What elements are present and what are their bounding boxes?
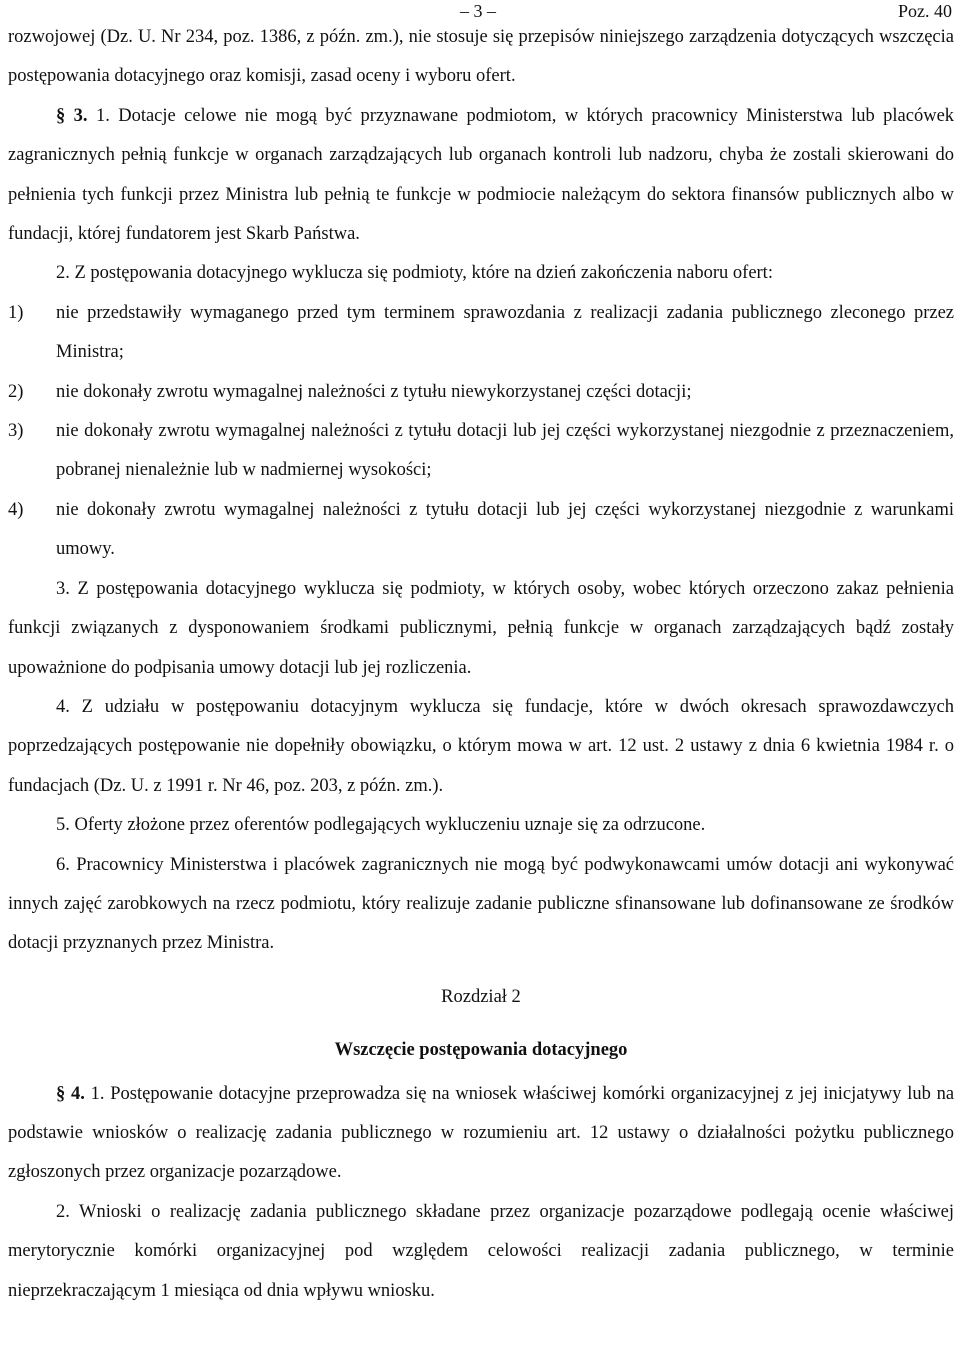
position-reference: Poz. 40 (898, 1, 952, 21)
list-item-text: nie dokonały zwrotu wymagalnej należności z tytułu dotacji lub jej części wykorzystanej niezgodnie z warunkami umowy. (56, 499, 954, 560)
section-3-label: § 3. (56, 105, 88, 126)
list-item-number: 1) (8, 302, 24, 323)
list-item-number: 3) (8, 421, 24, 442)
section-4-p1-text: Postępowanie dotacyjne przeprowadza się na wniosek właściwej komórki organizacyjnej z jej inicjatywy lub na podstawie wniosków o realizację zadania publicznego w rozumieniu art. 12 ustawy o działalności pożytku publicznego zgłoszonych przez organizacje pozarządowe. (8, 1083, 955, 1183)
section-3-paragraph-6: 6. Pracownicy Ministerstwa i placówek zagranicznych nie mogą być podwykonawcami umów dotacji ani wykonywać innych zajęć zarobkowych na rzecz podmiotu, który realizuje zadanie publiczne sfinansowane lub dofinansowane ze środków dotacji przyznanych przez Ministra. (8, 854, 954, 954)
list-item (8, 412, 954, 491)
list-item-text: nie dokonały zwrotu wymagalnej należności z tytułu niewykorzystanej części dotacji; (56, 381, 692, 402)
list-item (8, 294, 954, 373)
section-4-paragraph-1 (8, 1075, 954, 1193)
list-item-number: 2) (8, 381, 24, 402)
section-3-paragraph-1 (8, 97, 954, 255)
list-item-text: nie przedstawiły wymaganego przed tym terminem sprawozdania z realizacji zadania publicznego zleconego przez Ministra; (56, 302, 954, 363)
list-item (8, 373, 954, 412)
section-4-paragraph-2: 2. Wnioski o realizację zadania publicznego składane przez organizacje pozarządowe podlegają ocenie właściwej merytorycznie komórki organizacyjnej pod względem celowości realizacji zadania publicznego, w terminie nieprzekraczającym 1 miesiąca od dnia wpływu wniosku. (8, 1201, 954, 1301)
section-3-p1-text: Dotacje celowe nie mogą być przyznawane podmiotom, w których pracownicy Ministerstwa lub placówek zagranicznych pełnią funkcje w organach zarządzających lub organach kontroli lub nadzoru, chyba że zostali skierowani do pełnienia tych funkcji przez Ministra lub pełnią te funkcje w podmiocie należącym do sektora finansów publicznych albo w fundacji, której fundatorem jest Skarb Państwa. (8, 105, 955, 245)
document-body (8, 18, 954, 1311)
continuation-paragraph: rozwojowej (Dz. U. Nr 234, poz. 1386, z późn. zm.), nie stosuje się przepisów niniejszego zarządzenia dotyczących wszczęcia postępowania dotacyjnego oraz komisji, zasad oceny i wyboru ofert. (8, 27, 954, 87)
section-3-p1-number: 1. (95, 105, 110, 126)
section-3-paragraph-4: 4. Z udziału w postępowaniu dotacyjnym wyklucza się fundacje, które w dwóch okresach sprawozdawczych poprzedzających postępowanie nie dopełniły obowiązku, o którym mowa w art. 12 ust. 2 ustawy z dnia 6 kwietnia 1984 r. o fundacjach (Dz. U. z 1991 r. Nr 46, poz. 203, z późn. zm.). (8, 696, 954, 796)
list-item (8, 491, 954, 570)
section-4-label: § 4. (56, 1083, 85, 1104)
list-item-number: 4) (8, 499, 24, 520)
chapter-title: Wszczęcie postępowania dotacyjnego (334, 1040, 628, 1061)
list-item-text: nie dokonały zwrotu wymagalnej należności z tytułu dotacji lub jej części wykorzystanej niezgodnie z przeznaczeniem, pobranej nienależnie lub w nadmiernej wysokości; (56, 421, 954, 481)
section-4-p1-number: 1. (90, 1083, 105, 1104)
section-3-paragraph-5: 5. Oferty złożone przez oferentów podlegających wykluczeniu uznaje się za odrzucone. (56, 815, 706, 836)
section-3-paragraph-2: 2. Z postępowania dotacyjnego wyklucza się podmioty, które na dzień zakończenia naboru ofert: (56, 263, 773, 284)
page-number: – 3 – (460, 1, 496, 21)
section-3-paragraph-3: 3. Z postępowania dotacyjnego wyklucza się podmioty, w których osoby, wobec których orzeczono zakaz pełnienia funkcji związanych z dysponowaniem środkami publicznymi, pełnią funkcje w organach zarządzających bądź zostały upoważnione do podpisania umowy dotacji lub jej rozliczenia. (8, 578, 954, 678)
chapter-label: Rozdział 2 (441, 986, 521, 1007)
